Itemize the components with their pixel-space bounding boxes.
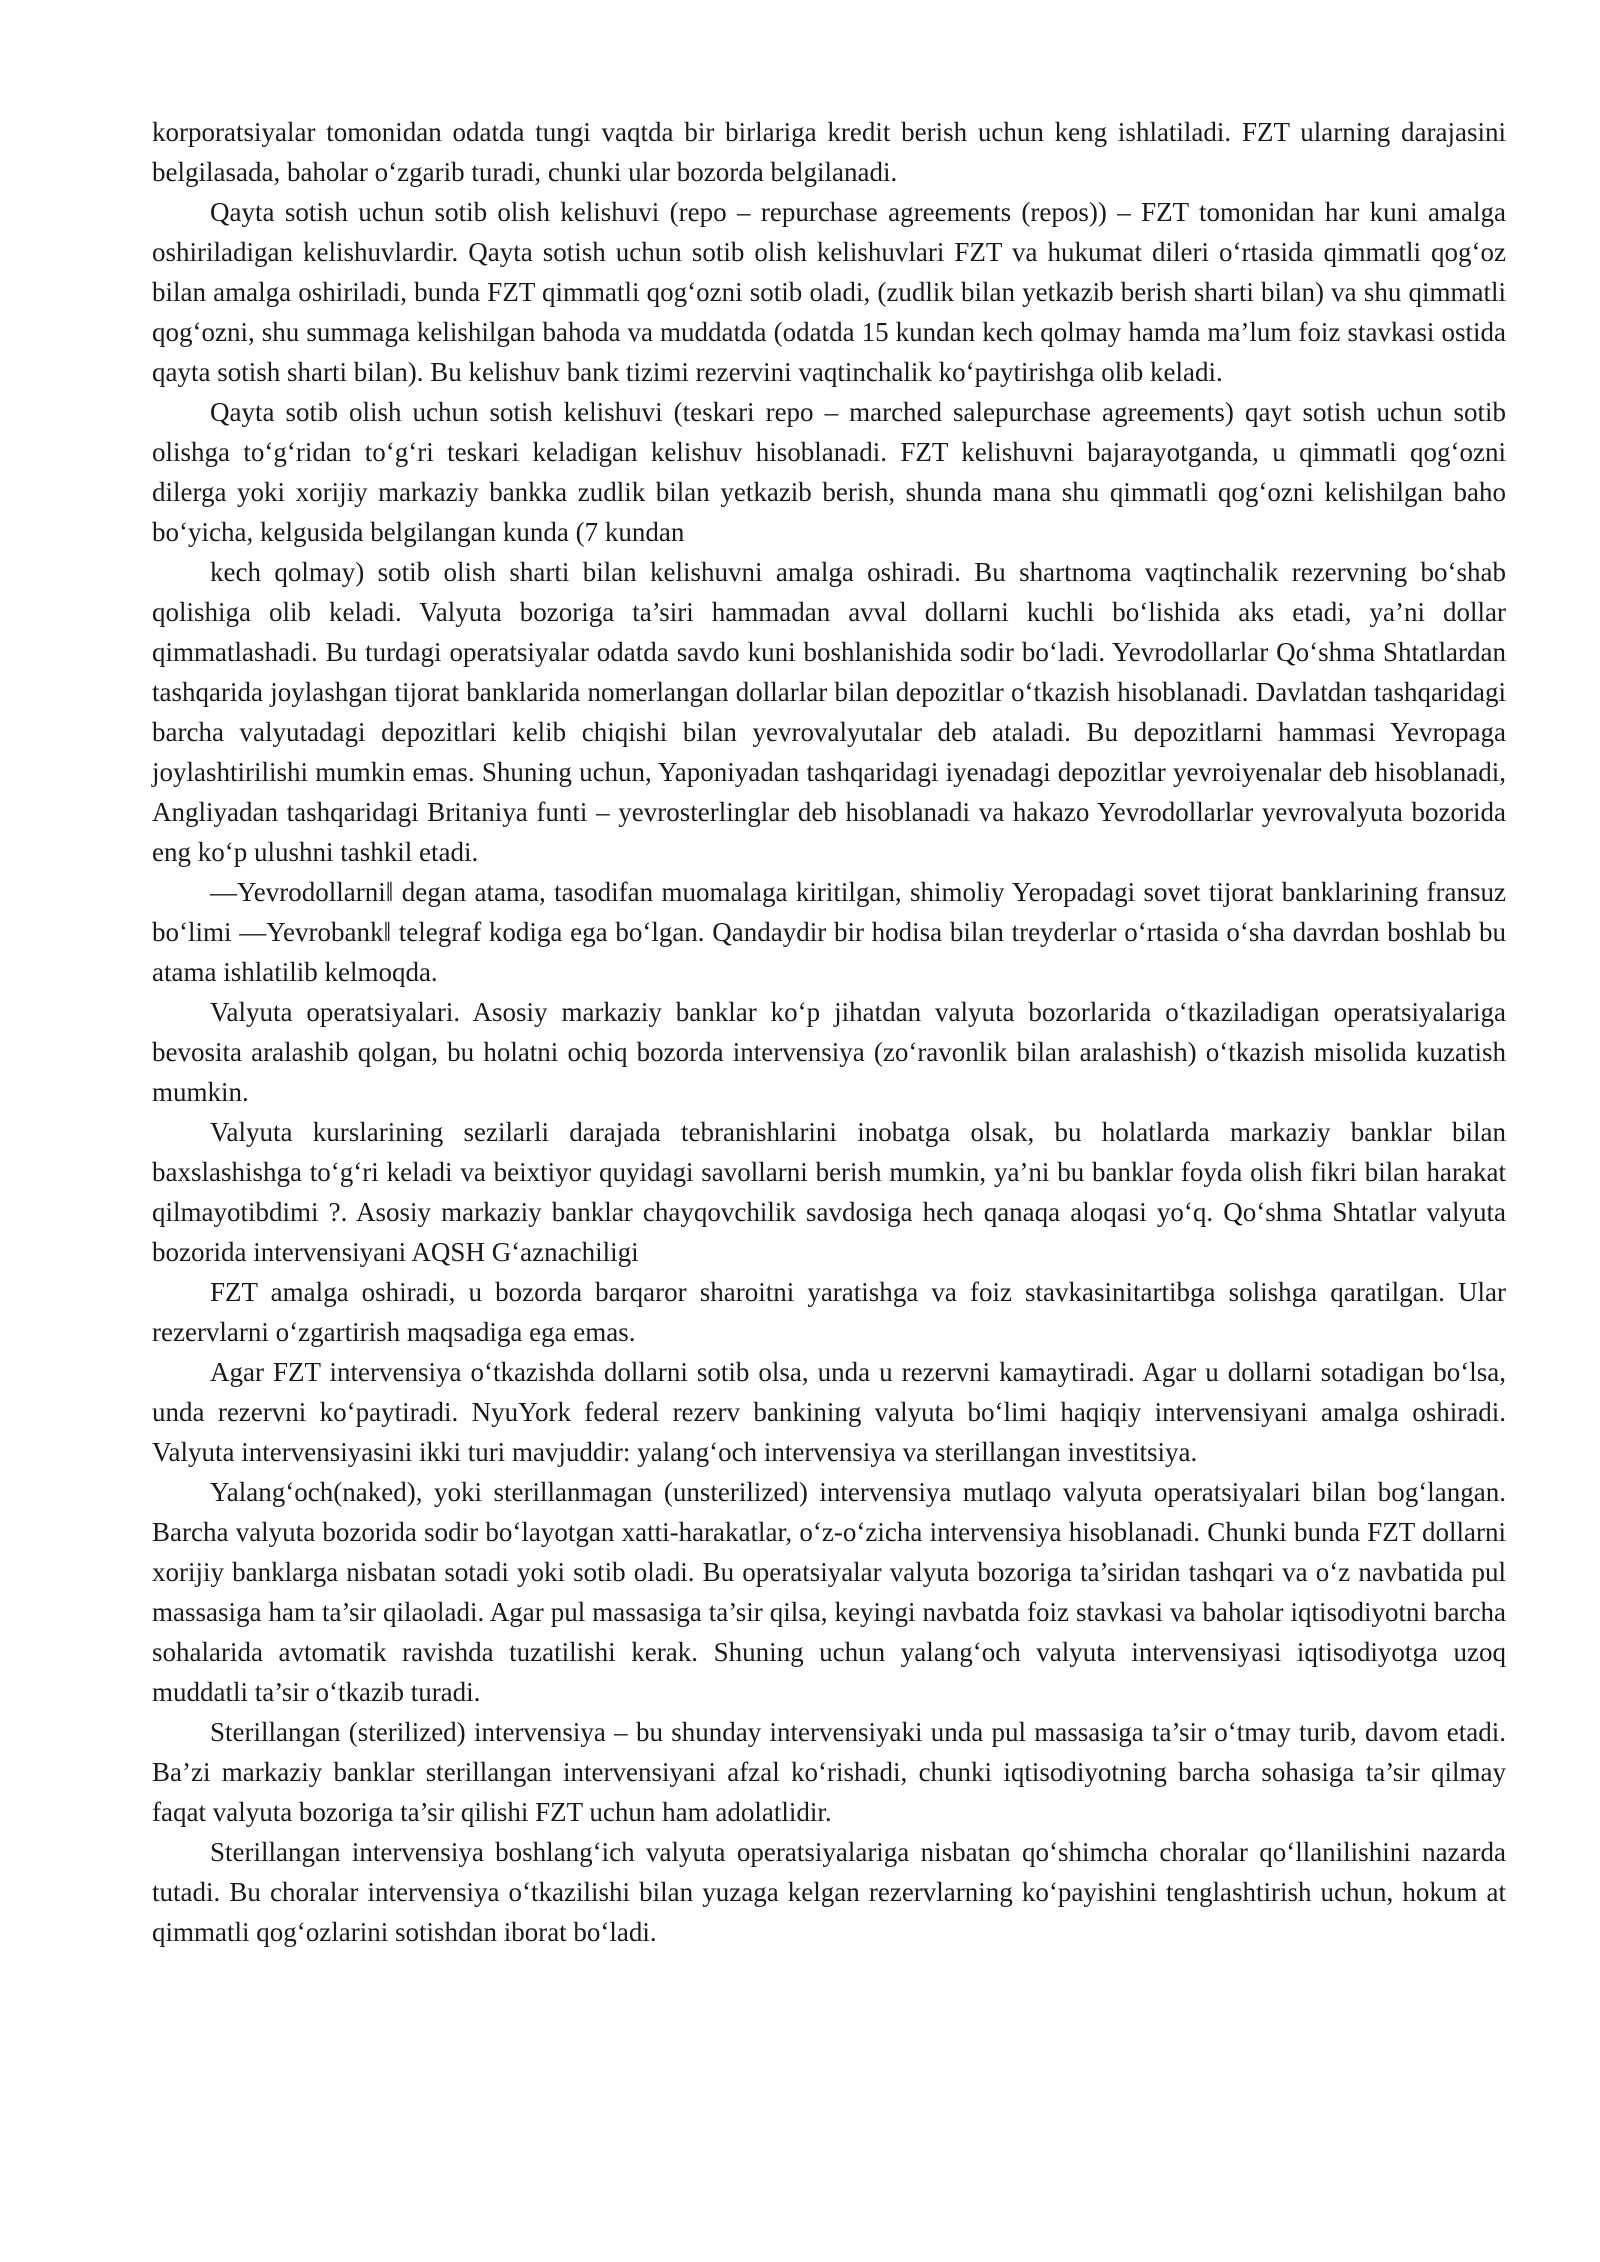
paragraph-continuation: korporatsiyalar tomonidan odatda tungi vaqtda bir birlariga kredit berish uchun keng ishlatiladi. FZT ularning darajasini belgilasada, baholar o‘zgarib turadi, chunki ular bozorda belgilanadi. bbox=[152, 117, 1506, 187]
paragraph-exchange-rates: Valyuta kurslarining sezilarli darajada tebranishlarini inobatga olsak, bu holatlarda markaziy banklar bilan baxslashishga to‘g‘ri keladi va beixtiyor quyidagi savollarni berish mumkin, ya’ni bu banklar foyda olish fikri bilan harakat qilmayotibdimi ?. Asosiy markaziy banklar chayqovchilik savdosiga hech qanaqa aloqasi yo‘q. Qo‘shma Shtatlar valyuta bozorida intervensiyani AQSH G‘aznachiligi bbox=[152, 1117, 1506, 1267]
paragraph-sterilized-intervention: Sterillangan (sterilized) intervensiya – bu shunday intervensiyaki unda pul massasiga ta’sir o‘tmay turib, davom etadi. Ba’zi markaziy banklar sterillangan intervensiyani afzal ko‘rishadi, chunki iqtisodiyotning barcha sohasiga ta’sir qilmay faqat valyuta bozoriga ta’sir qilishi FZT uchun ham adolatlidir. bbox=[152, 1717, 1506, 1827]
paragraph-reverse-repo: Qayta sotib olish uchun sotish kelishuvi (teskari repo – marched salepurchase agreements) qayt sotish uchun sotib olishga to‘g‘ridan to‘g‘ri teskari keladigan kelishuv hisoblanadi. FZT kelishuvni bajarayotganda, u qimmatli qog‘ozni dilerga yoki xorijiy markaziy bankka zudlik bilan yetkazib berish, shunda mana shu qimmatli qog‘ozni kelishilgan baho bo‘yicha, kelgusida belgilangan kunda (7 kundan bbox=[152, 397, 1506, 547]
paragraph-currency-operations: Valyuta operatsiyalari. Asosiy markaziy banklar ko‘p jihatdan valyuta bozorlarida o‘tkaziladigan operatsiyalariga bevosita aralashib qolgan, bu holatni ochiq bozorda intervensiya (zo‘ravonlik bilan aralashish) o‘tkazish misolida kuzatish mumkin. bbox=[152, 997, 1506, 1107]
paragraph-intervention-types: Agar FZT intervensiya o‘tkazishda dollarni sotib olsa, unda u rezervni kamaytiradi. Agar u dollarni sotadigan bo‘lsa, unda rezervni ko‘paytiradi. NyuYork federal rezerv bankining valyuta bo‘limi haqiqiy intervensiyani amalga oshiradi. Valyuta intervensiyasini ikki turi mavjuddir: yalang‘och intervensiya va sterillangan investitsiya. bbox=[152, 1357, 1506, 1467]
paragraph-eurodollars: kech qolmay) sotib olish sharti bilan kelishuvni amalga oshiradi. Bu shartnoma vaqtinchalik rezervning bo‘shab qolishiga olib keladi. Valyuta bozoriga ta’siri hammadan avval dollarni kuchli bo‘lishida aks etadi, ya’ni dollar qimmatlashadi. Bu turdagi operatsiyalar odatda savdo kuni boshlanishida sodir bo‘ladi. Yevrodollarlar Qo‘shma Shtatlardan tashqarida joylashgan tijorat banklarida nomerlangan dollarlar bilan depozitlar o‘tkazish hisoblanadi. Davlatdan tashqaridagi barcha valyutadagi depozitlari kelib chiqishi bilan yevrovalyutalar deb ataladi. Bu depozitlarni hammasi Yevropaga joylashtirilishi mumkin emas. Shuning uchun, Yaponiyadan tashqaridagi iyenadagi depozitlar yevroiyenalar deb hisoblanadi, Angliyadan tashqaridagi Britaniya funti – yevrosterlinglar deb hisoblanadi va hakazo Yevrodollarlar yevrovalyuta bozorida eng ko‘p ulushni tashkil etadi. bbox=[152, 557, 1506, 867]
paragraph-naked-intervention: Yalang‘och(naked), yoki sterillanmagan (unsterilized) intervensiya mutlaqo valyuta operatsiyalari bilan bog‘langan. Barcha valyuta bozorida sodir bo‘layotgan xatti-harakatlar, o‘z-o‘zicha intervensiya hisoblanadi. Chunki bunda FZT dollarni xorijiy banklarga nisbatan sotadi yoki sotib oladi. Bu operatsiyalar valyuta bozoriga ta’siridan tashqari va o‘z navbatida pul massasiga ham ta’sir qilaoladi. Agar pul massasiga ta’sir qilsa, keyingi navbatda foiz stavkasi va baholar iqtisodiyotni barcha sohalarida avtomatik ravishda tuzatilishi kerak. Shuning uchun yalang‘och valyuta intervensiyasi iqtisodiyotga uzoq muddatli ta’sir o‘tkazib turadi. bbox=[152, 1477, 1506, 1707]
paragraph-sterilized-measures: Sterillangan intervensiya boshlang‘ich valyuta operatsiyalariga nisbatan qo‘shimcha choralar qo‘llanilishini nazarda tutadi. Bu choralar intervensiya o‘tkazilishi bilan yuzaga kelgan rezervlarning ko‘payishini tenglashtirish uchun, hokum at qimmatli qog‘ozlarini sotishdan iborat bo‘ladi. bbox=[152, 1837, 1506, 1947]
paragraph-fzt-intervention: FZT amalga oshiradi, u bozorda barqaror sharoitni yaratishga va foiz stavkasinitartibga solishga qaratilgan. Ular rezervlarni o‘zgartirish maqsadiga ega emas. bbox=[152, 1277, 1506, 1347]
document-page bbox=[152, 112, 1506, 1952]
paragraph-eurodollar-term: ―Yevrodollarni‖ degan atama, tasodifan muomalaga kiritilgan, shimoliy Yeropadagi sovet tijorat banklarining fransuz bo‘limi ―Yevrobank‖ telegraf kodiga ega bo‘lgan. Qandaydir bir hodisa bilan treyderlar o‘rtasida o‘sha davrdan boshlab bu atama ishlatilib kelmoqda. bbox=[152, 877, 1506, 987]
paragraph-repo: Qayta sotish uchun sotib olish kelishuvi (repo – repurchase agreements (repos)) – FZT tomonidan har kuni amalga oshiriladigan kelishuvlardir. Qayta sotish uchun sotib olish kelishuvlari FZT va hukumat dileri o‘rtasida qimmatli qog‘oz bilan amalga oshiriladi, bunda FZT qimmatli qog‘ozni sotib oladi, (zudlik bilan yetkazib berish sharti bilan) va shu qimmatli qog‘ozni, shu summaga kelishilgan bahoda va muddatda (odatda 15 kundan kech qolmay hamda ma’lum foiz stavkasi ostida qayta sotish sharti bilan). Bu kelishuv bank tizimi rezervini vaqtinchalik ko‘paytirishga olib keladi. bbox=[152, 197, 1506, 387]
